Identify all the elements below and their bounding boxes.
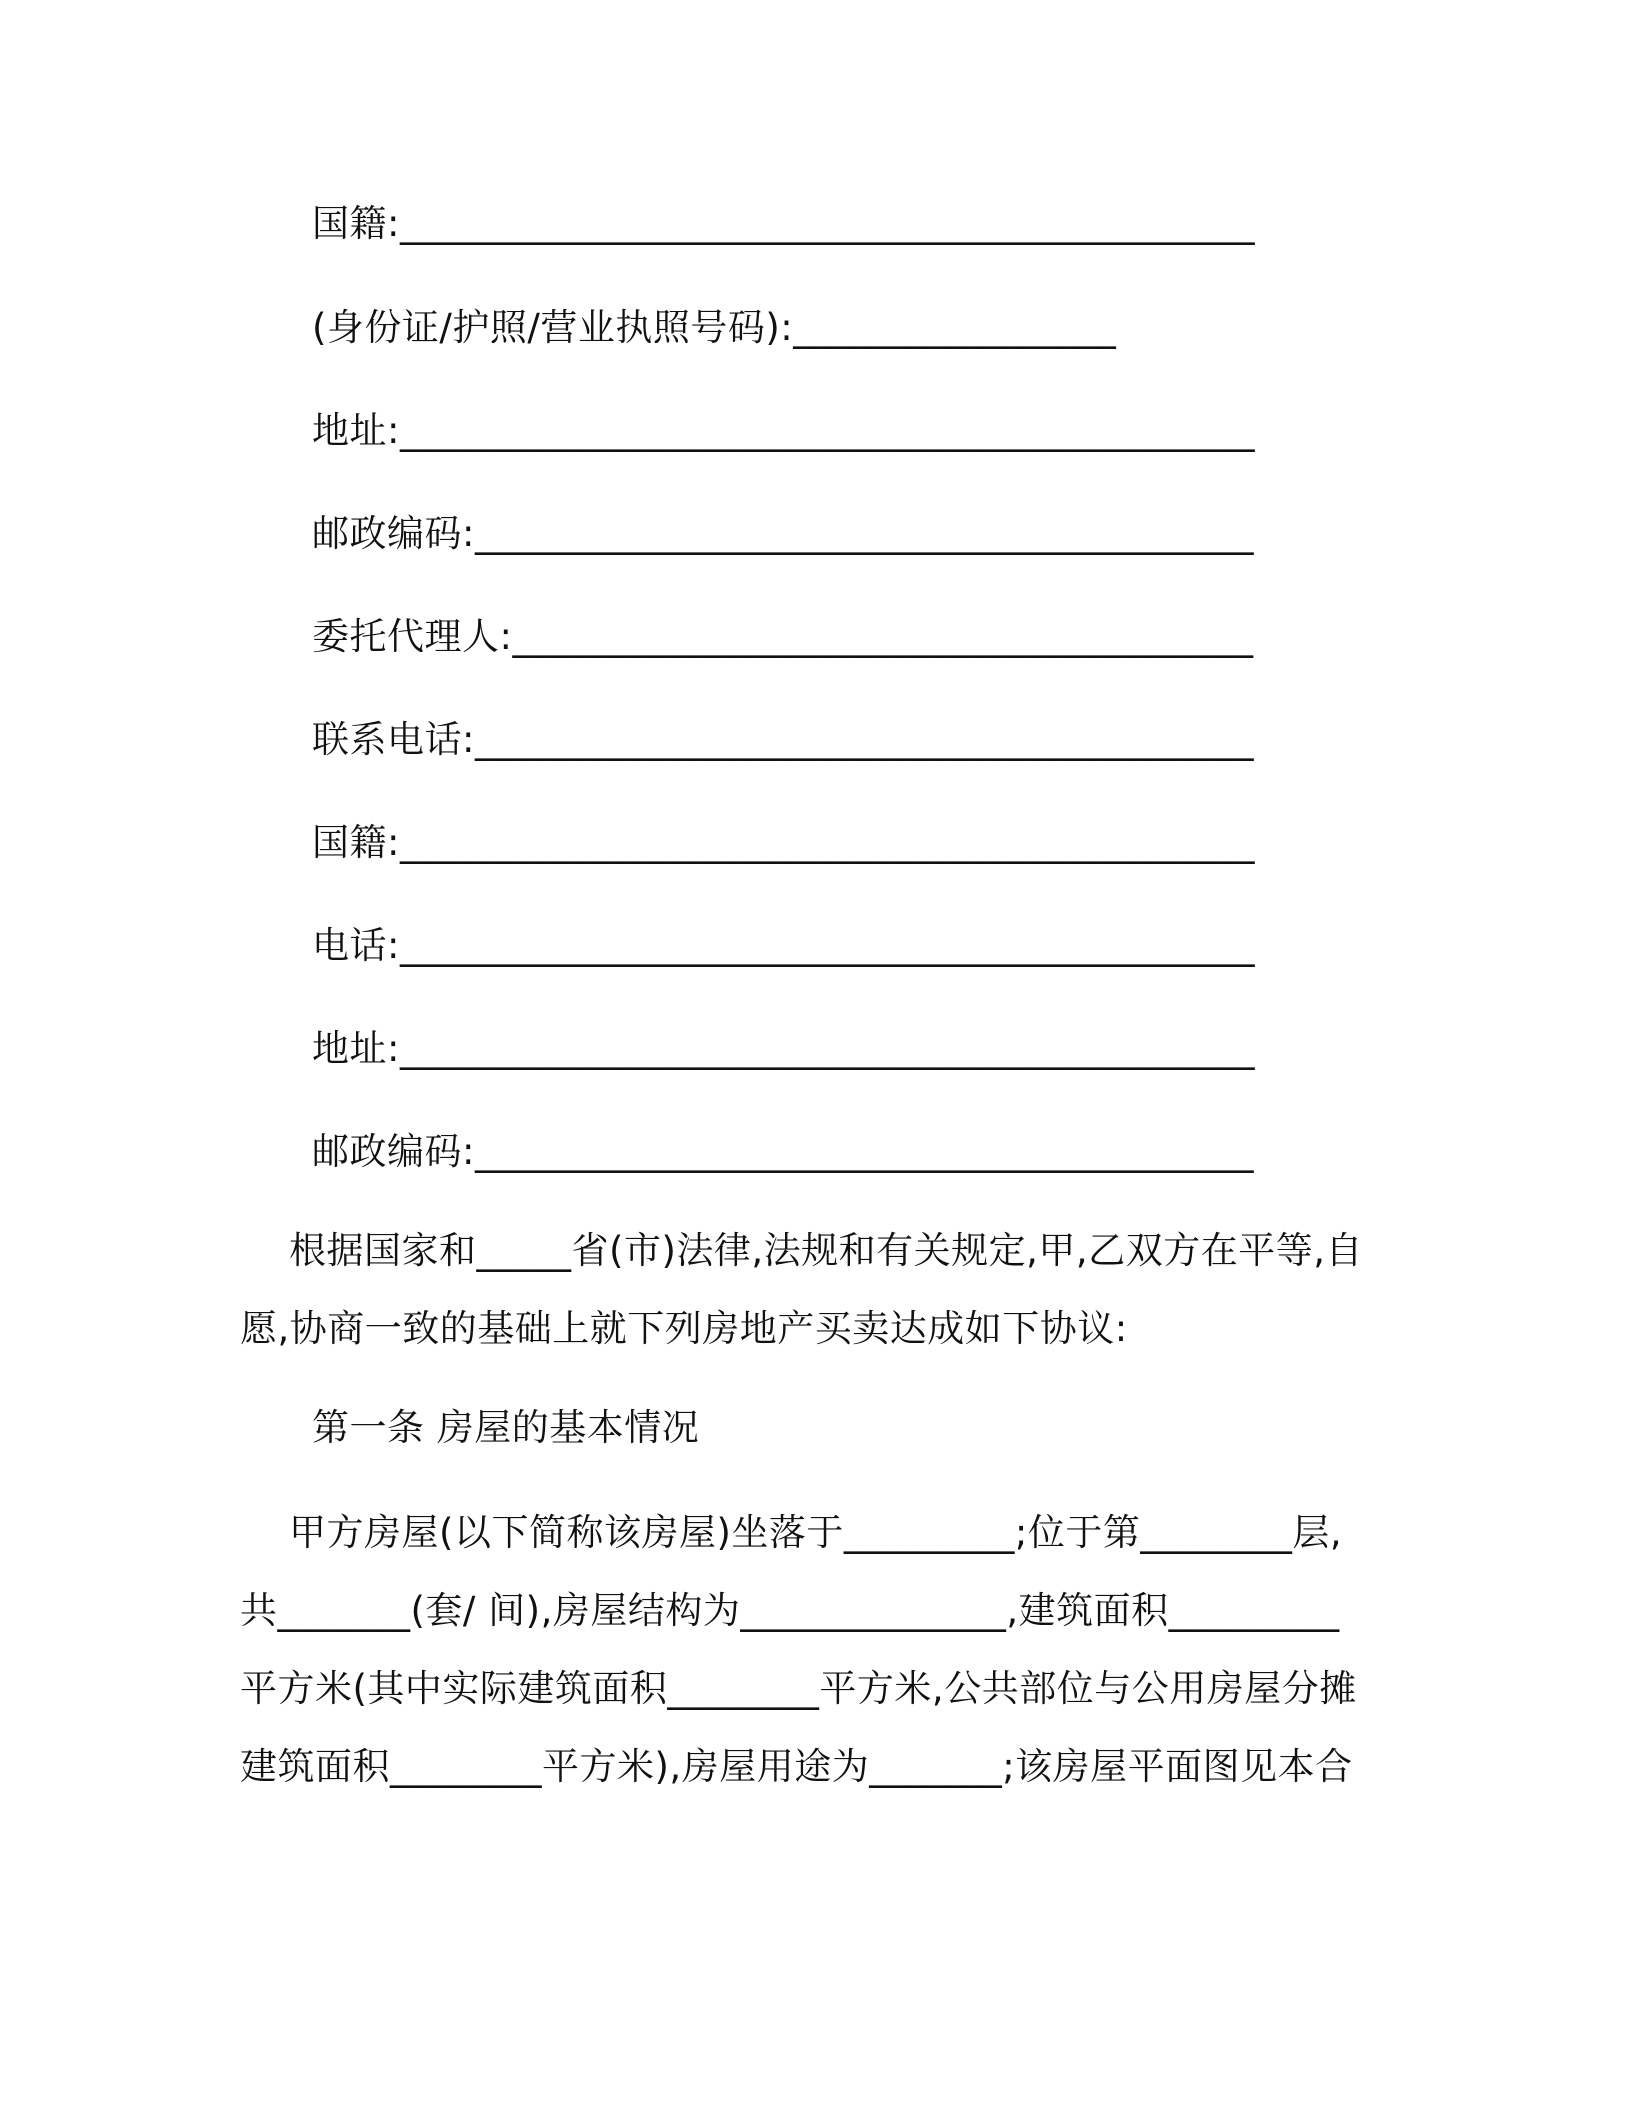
article-1-line-1: 甲方房屋(以下简称该房屋)坐落于_________;位于第________层, [240, 1511, 1343, 1554]
article-1-title: 第一条 房屋的基本情况 [312, 1406, 700, 1449]
intro-paragraph-line-2: 愿,协商一致的基础上就下列房地产买卖达成如下协议: [240, 1307, 1128, 1350]
article-1-line-4: 建筑面积________平方米),房屋用途为_______;该房屋平面图见本合 [240, 1745, 1353, 1788]
article-1-line-2: 共_______(套/ 间),房屋结构为______________,建筑面积_________ [240, 1589, 1340, 1632]
field-nationality-1: 国籍:_____________________________________________ [312, 202, 1255, 245]
field-address-1: 地址:_____________________________________________ [312, 409, 1255, 452]
field-address-2: 地址:_____________________________________________ [312, 1027, 1255, 1070]
field-postal-code-2: 邮政编码:_________________________________________ [312, 1130, 1254, 1173]
article-1-line-3: 平方米(其中实际建筑面积________平方米,公共部位与公用房屋分摊 [240, 1667, 1357, 1710]
field-nationality-2: 国籍:_____________________________________________ [312, 821, 1255, 864]
field-id-number: (身份证/护照/营业执照号码):_________________ [312, 306, 1117, 349]
field-postal-code-1: 邮政编码:_________________________________________ [312, 512, 1254, 555]
field-phone: 电话:_____________________________________________ [312, 924, 1255, 967]
field-contact-phone: 联系电话:_________________________________________ [312, 718, 1254, 761]
intro-paragraph-line-1: 根据国家和_____省(市)法律,法规和有关规定,甲,乙双方在平等,自 [240, 1229, 1363, 1272]
field-agent: 委托代理人:_______________________________________ [312, 615, 1254, 658]
